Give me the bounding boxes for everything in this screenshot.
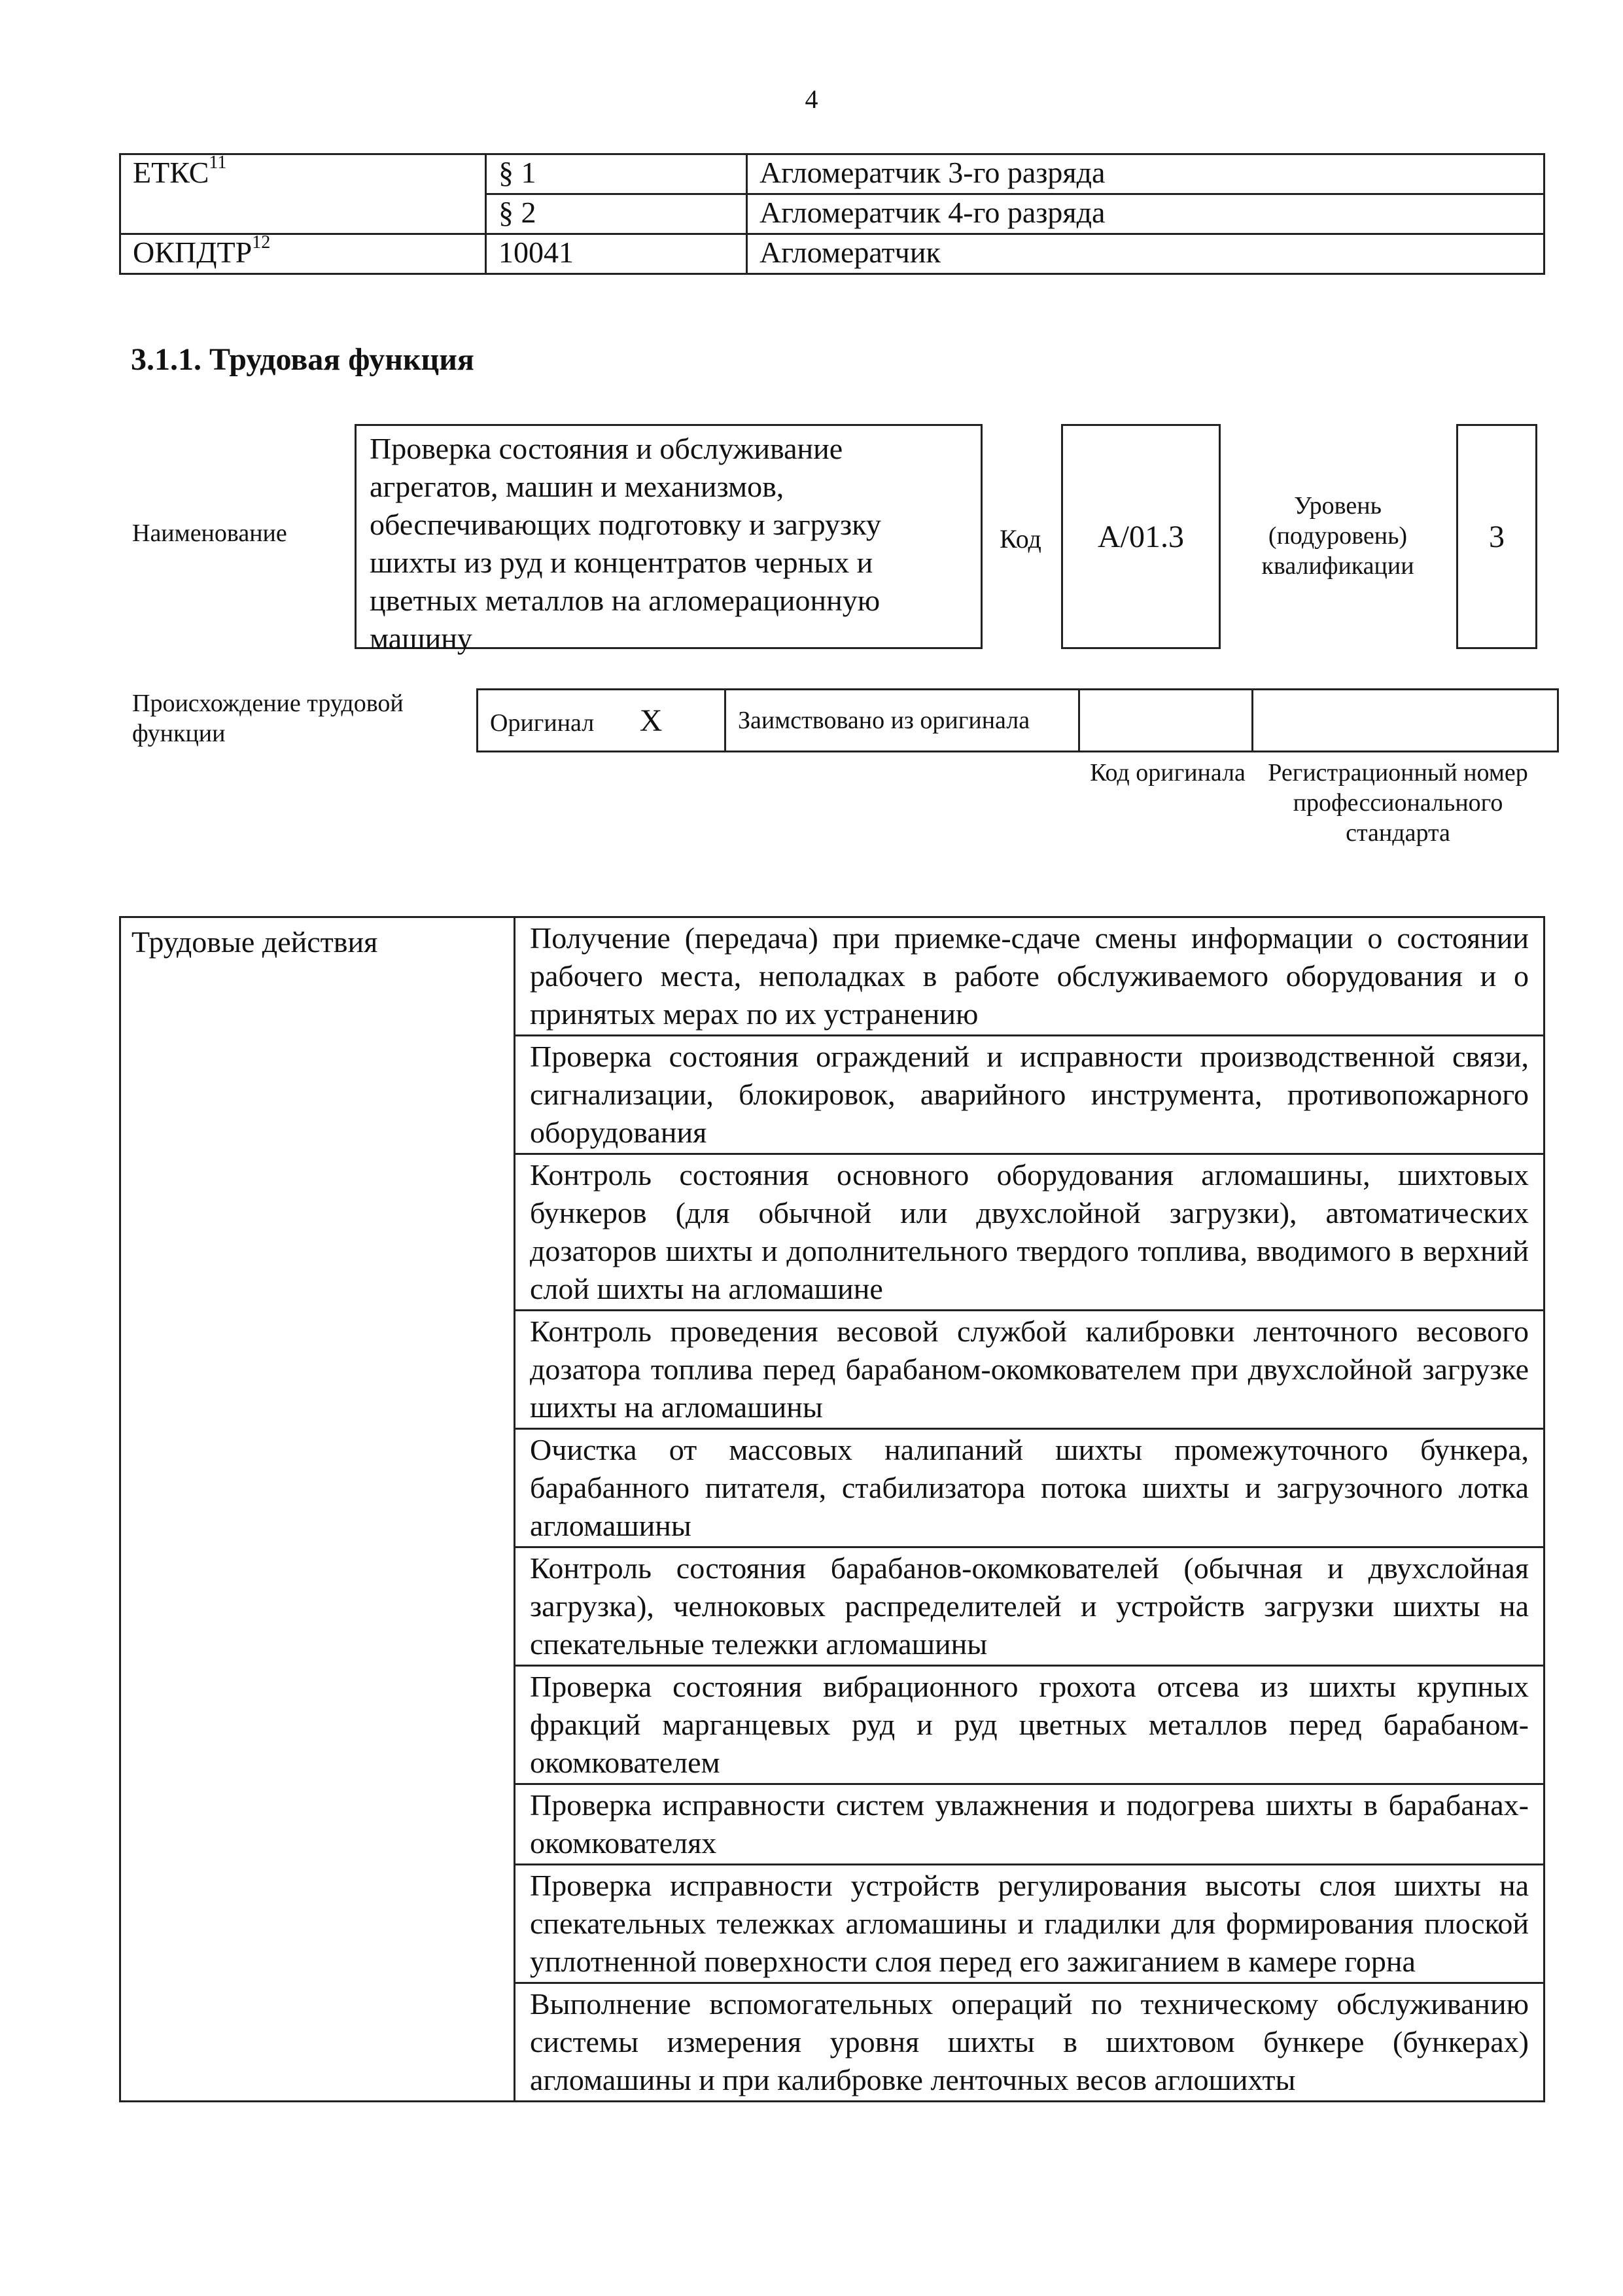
- code-label: Код: [1000, 524, 1041, 554]
- function-name-box: Проверка состояния и обслуживание агрегатов, машин и механизмов, обеспечивающих подготовку и загрузку шихты из руд и концентратов черных и цветных металлов на агломерационную машину: [355, 424, 983, 649]
- labor-action-item: Очистка от массовых налипаний шихты промежуточного бункера, барабанного питателя, стабилизатора потока шихты и загрузочного лотка агломашины: [515, 1429, 1544, 1547]
- table-row: [120, 194, 1544, 234]
- etks-title-2: Агломератчик 4-го разряда: [747, 194, 1544, 234]
- table-row: [120, 234, 1544, 274]
- name-label: Наименование: [132, 520, 287, 547]
- level-label-line: Уровень: [1294, 492, 1382, 520]
- labor-actions-label: Трудовые действия: [120, 917, 515, 2102]
- origin-label: Происхождение трудовой функции: [132, 690, 404, 747]
- table-row: [120, 154, 1544, 194]
- original-cell: [478, 690, 725, 752]
- borrowed-label: Заимствовано из оригинала: [725, 690, 1079, 752]
- labor-action-item: Контроль проведения весовой службой калибровки ленточного весового дозатора топлива перед барабаном-окомкователем при двухслойной загрузке шихты на агломашины: [515, 1311, 1544, 1429]
- section-title: 3.1.1. Трудовая функция: [131, 342, 474, 377]
- table-row: [478, 690, 1558, 752]
- function-code-box: А/01.3: [1061, 424, 1221, 649]
- okpdtr-title: Агломератчик: [747, 234, 1544, 274]
- footnote-ref: 11: [209, 152, 227, 173]
- labor-action-item: Проверка исправности систем увлажнения и подогрева шихты в барабанах-окомкователях: [515, 1784, 1544, 1865]
- qualification-level-label: [1240, 491, 1436, 581]
- page-number: 4: [805, 84, 818, 114]
- labor-action-item: Контроль состояния основного оборудования агломашины, шихтовых бункеров (для обычной или двухслойной загрузки), автоматических дозаторов шихты и дополнительного твердого топлива, вводимого в верхний слой шихты на агломашине: [515, 1154, 1544, 1311]
- registration-number-cell: [1253, 690, 1558, 752]
- etks-code-1: § 1: [486, 154, 747, 194]
- original-mark: X: [639, 703, 663, 738]
- etks-label-cell: [120, 154, 486, 194]
- labor-action-item: Контроль состояния барабанов-окомкователей (обычная и двухслойная загрузка), челноковых распределителей и устройств загрузки шихты на спекательные тележки агломашины: [515, 1547, 1544, 1666]
- etks-label-cell-empty: [120, 194, 486, 234]
- labor-action-item: Получение (передача) при приемке-сдаче смены информации о состоянии рабочего места, неполадках в работе обслуживаемого оборудования и о принятых мерах по их устранению: [515, 917, 1544, 1036]
- level-label-line: квалификации: [1261, 552, 1414, 580]
- original-label: Оригинал: [490, 709, 595, 737]
- labor-action-item: Проверка состояния ограждений и исправности производственной связи, сигнализации, блокировок, аварийного инструмента, противопожарного оборудования: [515, 1036, 1544, 1154]
- etks-label: ЕТКС: [133, 156, 209, 189]
- labor-action-item: Проверка исправности устройств регулирования высоты слоя шихты на спекательных тележках агломашины и гладилки для формирования плоской уплотненной поверхности слоя перед его зажиганием в камере горна: [515, 1865, 1544, 1983]
- etks-title-1: Агломератчик 3-го разряда: [747, 154, 1544, 194]
- labor-action-item: Проверка состояния вибрационного грохота отсева из шихты крупных фракций марганцевых руд и руд цветных металлов перед барабаном-окомкователем: [515, 1666, 1544, 1784]
- okpdtr-code: 10041: [486, 234, 747, 274]
- etks-code-2: § 2: [486, 194, 747, 234]
- registration-number-caption: Регистрационный номер профессионального стандарта: [1268, 759, 1528, 847]
- original-code-caption: Код оригинала: [1090, 759, 1246, 786]
- okpdtr-label-cell: [120, 234, 486, 274]
- origin-table: [476, 688, 1559, 752]
- labor-actions-table: [119, 916, 1545, 2102]
- table-row: [120, 917, 1544, 1036]
- qualification-level-box: 3: [1456, 424, 1537, 649]
- original-code-cell: [1079, 690, 1253, 752]
- labor-action-item: Выполнение вспомогательных операций по техническому обслуживанию системы измерения уровня шихты в шихтовом бункере (бункерах) агломашины и при калибровке ленточных весов аглошихты: [515, 1983, 1544, 2102]
- level-label-line: (подуровень): [1268, 522, 1408, 550]
- footnote-ref: 12: [252, 232, 271, 253]
- okpdtr-label: ОКПДТР: [133, 236, 253, 269]
- etks-table: [119, 153, 1545, 275]
